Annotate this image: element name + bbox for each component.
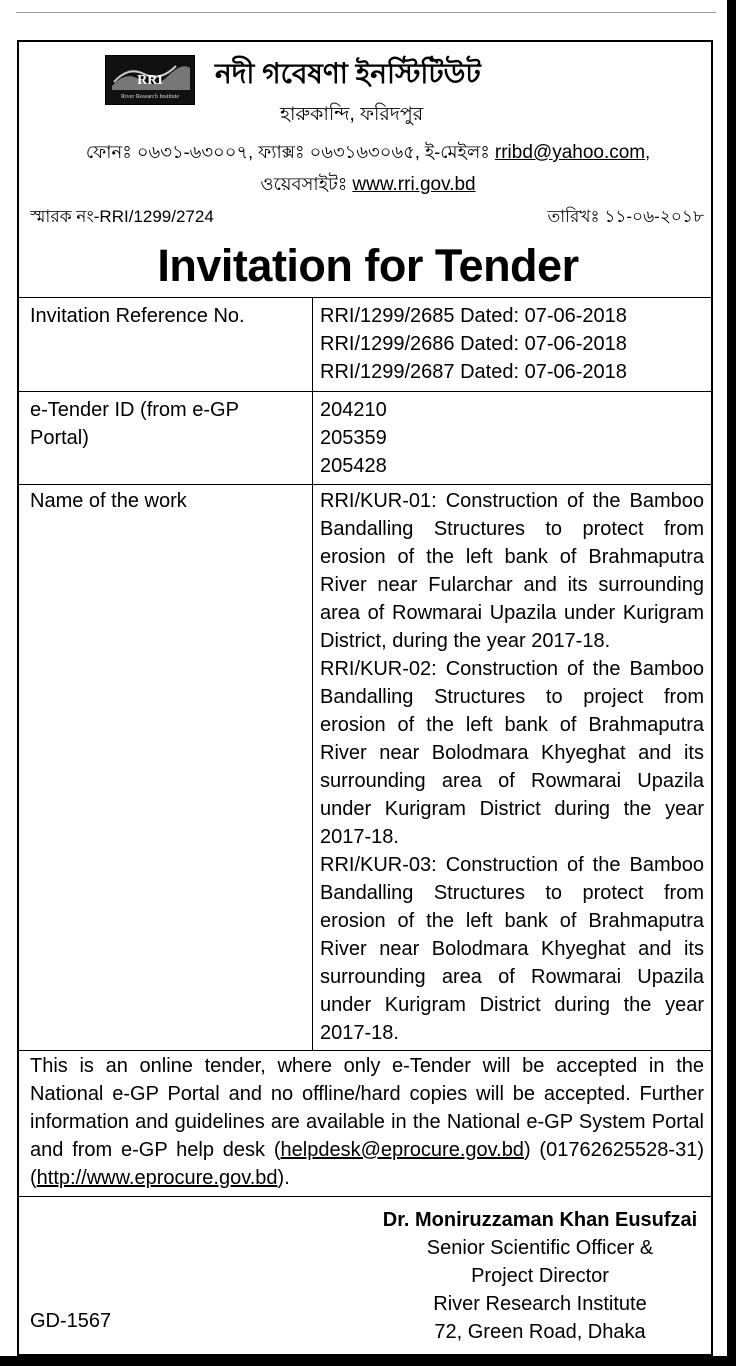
signatory-address: 72, Green Road, Dhaka — [434, 1321, 646, 1343]
logo-caption: River Research Institute — [121, 94, 179, 100]
invitation-ref-value: RRI/1299/2686 Dated: 07-06-2018 — [320, 333, 627, 355]
signature-block — [340, 1206, 736, 1346]
notice-text: ) (01762625528-31) ( — [30, 1139, 704, 1189]
contact-line — [0, 138, 736, 169]
work-item: RRI/KUR-03: Construction of the Bamboo Bandalling Structures to protect from erosion of the left bank of Brahmaputra River near Bolodmara Khyeghat and its surrounding area of Rowmarai Upazila under Kurigram District during the year 2017-18. — [320, 854, 704, 1044]
work-label: Name of the work — [30, 490, 187, 512]
logo-text: RRI — [137, 73, 163, 88]
signatory-designation: Senior Scientific Officer & — [426, 1237, 654, 1259]
signatory-name: Dr. Moniruzzaman Khan Eusufzai — [382, 1209, 698, 1231]
table-rule — [17, 1196, 713, 1197]
etender-id-value: 205428 — [320, 455, 387, 477]
org-name: নদী গবেষণা ইনস্টিটিউট — [215, 58, 481, 89]
table-rule — [17, 391, 713, 392]
helpdesk-email-link[interactable]: helpdesk@eprocure.gov.bd — [280, 1139, 524, 1161]
notice-text: ). — [277, 1167, 290, 1189]
contact-suffix: , — [645, 142, 651, 162]
eprocure-portal-link[interactable]: http://www.eprocure.gov.bd — [36, 1167, 278, 1189]
signatory-institute: River Research Institute — [433, 1293, 647, 1315]
invitation-ref-value: RRI/1299/2687 Dated: 07-06-2018 — [320, 361, 627, 383]
website-line — [0, 170, 736, 201]
table-rule — [17, 484, 713, 485]
work-item: RRI/KUR-01: Construction of the Bamboo Bandalling Structures to protect from erosion of the left bank of Brahmaputra River near Fularchar and its surrounding area of Rowmarai Upazila under Kurigram District, during the year 2017-18. — [320, 490, 704, 652]
table-rule — [17, 297, 713, 298]
work-item: RRI/KUR-02: Construction of the Bamboo Bandalling Structures to project from erosion of the left bank of Brahmaputra River near Bolodmara Khyeghat and its surrounding area of Rowmarai Upazila under Kurigram District during the year 2017-18. — [320, 658, 704, 848]
memo-date: তারিখঃ ১১-০৬-২০১৮ — [547, 207, 704, 226]
website-link[interactable]: www.rri.gov.bd — [352, 174, 476, 195]
table-rule — [17, 1050, 713, 1051]
invitation-ref-label: Invitation Reference No. — [30, 305, 245, 327]
contact-prefix: ফোনঃ ০৬৩১-৬৩০০৭, ফ্যাক্সঃ ০৬৩১৬৩০৬৫, ই-মেইলঃ — [85, 142, 495, 162]
signatory-designation: Project Director — [471, 1265, 609, 1287]
etender-id-label: e-Tender ID (from e-GP Portal) — [30, 399, 239, 449]
table-column-divider — [312, 297, 313, 1050]
gd-number: GD-1567 — [30, 1310, 112, 1332]
invitation-ref-value: RRI/1299/2685 Dated: 07-06-2018 — [320, 305, 627, 327]
memo-number: স্মারক নং-RRI/1299/2724 — [30, 207, 214, 226]
work-items — [320, 487, 704, 1047]
page-title: Invitation for Tender — [157, 240, 579, 291]
etender-id-value: 204210 — [320, 399, 387, 421]
org-location: হারুকান্দি, ফরিদপুর — [280, 104, 424, 125]
scan-edge-bottom — [0, 1356, 736, 1366]
invitation-ref-values — [320, 302, 704, 386]
scan-edge-right — [727, 0, 736, 1366]
etender-id-values — [320, 396, 704, 480]
online-tender-notice — [30, 1052, 704, 1192]
website-prefix: ওয়েবসাইটঃ — [260, 174, 353, 194]
rri-logo — [105, 55, 195, 105]
top-rule — [16, 12, 716, 13]
etender-id-value: 205359 — [320, 427, 387, 449]
notice-text: This is an online tender, where only e-Tender will be accepted in the National e-GP Portal and no offline/hard copies will be accepted. Further information and guidelines are available in the National e-GP System Portal and from e-GP help desk ( — [30, 1055, 704, 1161]
email-link[interactable]: rribd@yahoo.com — [494, 142, 646, 163]
